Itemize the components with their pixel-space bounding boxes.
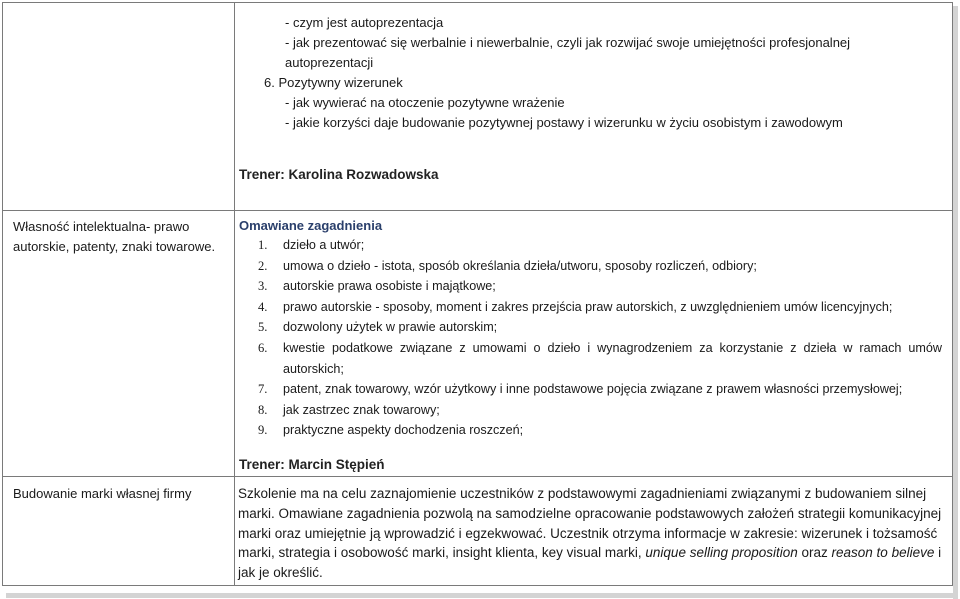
- row3-left-cell: [3, 477, 235, 586]
- text-line: - jakie korzyści daje budowanie pozytywnej postawy i wizerunku w życiu osobistym i zawodowym: [285, 115, 843, 130]
- list-item: 4. prawo autorskie - sposoby, moment i zakres przejścia praw autorskich, z uwzględnieniem umów licencyjnych;: [258, 299, 893, 314]
- topic-title: Własność intelektualna- prawo autorskie, patenty, znaki towarowe.: [13, 219, 216, 254]
- row1-left-cell: [3, 3, 235, 211]
- list-item: 3. autorskie prawa osobiste i majątkowe;: [258, 279, 496, 294]
- trainer-name: Trener: Karolina Rozwadowska: [239, 167, 439, 182]
- list-item: 7. patent, znak towarowy, wzór użytkowy i inne podstawowe pojęcia związane z prawem własności przemysłowej;: [258, 382, 903, 397]
- section-heading: Omawiane zagadnienia: [239, 218, 383, 233]
- list-item: 1. dzieło a utwór;: [258, 238, 365, 252]
- page-shadow-right: [953, 6, 958, 599]
- table-row: [3, 3, 953, 211]
- list-item: 2. umowa o dzieło - istota, sposób określania dzieła/utworu, sposoby rozliczeń, odbiory;: [258, 258, 757, 273]
- page-shadow-bottom: [6, 593, 958, 598]
- topic-title: Budowanie marki własnej firmy: [13, 486, 192, 501]
- text-line: - jak prezentować się werbalnie i niewerbalnie, czyli jak rozwijać swoje umiejętności profesjonalnej: [285, 35, 851, 50]
- row2-left-cell: [3, 211, 235, 477]
- text-line: - jak wywierać na otoczenie pozytywne wrażenie: [285, 95, 565, 110]
- topics-list: [235, 235, 942, 441]
- text-line: autoprezentacji: [285, 55, 374, 70]
- table-row: [3, 477, 953, 586]
- list-item: 9. praktyczne aspekty dochodzenia roszczeń;: [258, 423, 524, 438]
- description-paragraph: Szkolenie ma na celu zaznajomienie uczestników z podstawowymi zagadnieniami związanymi z budowaniem silnej marki. Omawiane zagadnienia pozwolą na samodzielne opracowanie podstawowych założeń strategii komunikacyjnej marki oraz umiejętnie ją wprowadzić i egzekwować. Uczestnik otrzyma informacje w zakresie: wizerunek i tożsamość marki, strategia i osobowość marki, insight klienta, key visual marki, unique selling proposition oraz reason to believe i jak je określić.: [238, 486, 942, 581]
- row1-right-cell: [235, 3, 953, 211]
- row2-right-cell: [235, 211, 953, 477]
- text-line: - czym jest autoprezentacja: [285, 15, 444, 30]
- emphasis-text: unique selling proposition: [645, 545, 798, 561]
- table-row: [3, 211, 953, 477]
- list-item: 6. kwestie podatkowe związane z umowami o dzieło i wynagrodzeniem za korzystanie z dzieła w ramach umów autorskich;: [258, 340, 942, 376]
- text-line: 6. Pozytywny wizerunek: [264, 75, 403, 90]
- list-item: 5. dozwolony użytek w prawie autorskim;: [258, 320, 498, 335]
- trainer-name: Trener: Marcin Stępień: [239, 456, 385, 472]
- emphasis-text: reason to believe: [831, 545, 935, 561]
- row3-right-cell: [235, 477, 953, 586]
- content-table: [2, 2, 953, 586]
- list-item: 8. jak zastrzec znak towarowy;: [258, 402, 440, 417]
